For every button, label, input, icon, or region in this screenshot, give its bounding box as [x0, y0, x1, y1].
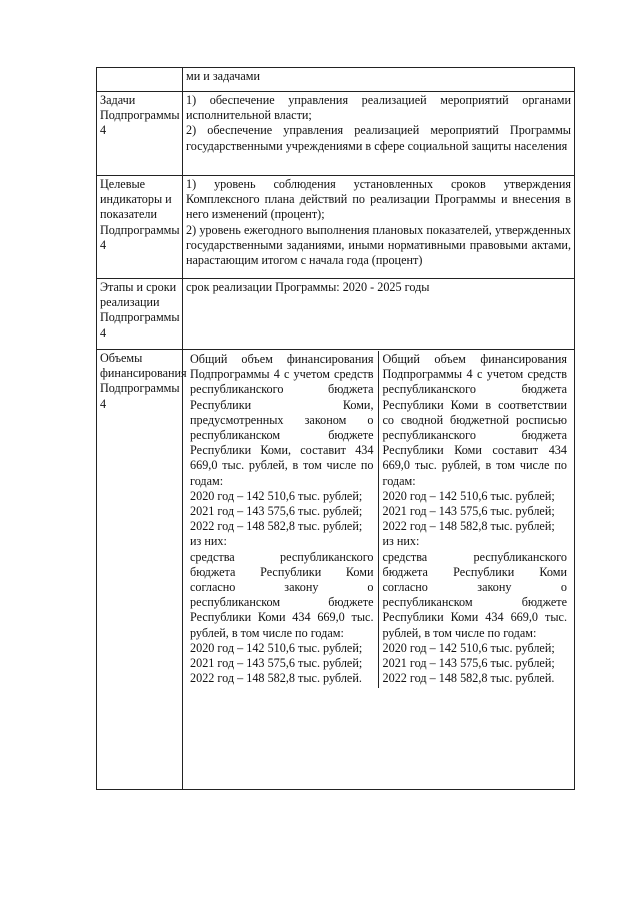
row-label: Задачи Подпрограммы 4 — [97, 92, 183, 176]
row-label: Этапы и сроки реализации Подпрограммы 4 — [97, 279, 183, 350]
table-row — [97, 68, 575, 92]
table-row — [97, 92, 575, 176]
finance-content — [183, 350, 575, 790]
finance-line: 2020 год – 142 510,6 тыс. рублей; — [382, 640, 555, 655]
finance-column-law — [186, 351, 379, 688]
row-content — [183, 68, 575, 92]
table-row — [97, 176, 575, 279]
finance-line: 2022 год – 148 582,8 тыс. рублей. — [190, 671, 362, 686]
content-line: 2) обеспечение управления реализацией мероприятий Программы государственными учреждениями в сфере социальной защиты населения — [186, 123, 571, 153]
content-line: 1) обеспечение управления реализацией мероприятий органами исполнительной власти; — [186, 93, 571, 123]
finance-line: 2020 год – 142 510,6 тыс. рублей; — [190, 488, 363, 503]
content-line: срок реализации Программы: 2020 - 2025 годы — [186, 280, 430, 294]
finance-line: из них: — [190, 534, 227, 549]
finance-line: Общий объем финансирования Подпрограммы 4 с учетом средств республиканского бюджета Республики Коми в соответствии со сводной бюджетной росписью республиканского бюджета Республики Коми составит 434 669,0 тыс. рублей, в том числе по годам: — [382, 352, 567, 488]
finance-line: Общий объем финансирования Подпрограммы 4 с учетом средств республиканского бюджета Республики Коми, предусмотренных законом о республиканском бюджете Республики Коми, составит 434 669,0 тыс. рублей, в том числе по годам: — [190, 352, 374, 488]
finance-line: 2020 год – 142 510,6 тыс. рублей; — [382, 488, 555, 503]
row-label: Целевые индикаторы и показатели Подпрограммы 4 — [97, 176, 183, 279]
row-content — [183, 92, 575, 176]
row-content — [183, 176, 575, 279]
finance-line: средства республиканского бюджета Республики Коми согласно закону о республиканском бюджете Республики Коми 434 669,0 тыс. рублей, в том числе по годам: — [190, 549, 374, 640]
finance-line: 2022 год – 148 582,8 тыс. рублей; — [382, 519, 555, 534]
table-row — [97, 279, 575, 350]
row-label — [97, 68, 183, 92]
finance-line: 2021 год – 143 575,6 тыс. рублей; — [190, 656, 363, 671]
content-line: 2) уровень ежегодного выполнения плановых показателей, утвержденных государственными заданиями, иными нормативными правовыми актами, нарастающим итогом с начала года (процент) — [186, 222, 571, 268]
content-line: 1) уровень соблюдения установленных сроков утверждения Комплексного плана действий по реализации Программы и внесения в него изменений (процент); — [186, 177, 571, 222]
content-line: ми и задачами — [186, 69, 260, 83]
table-row — [97, 350, 575, 790]
subprogram-passport-table — [96, 67, 575, 790]
finance-line: 2021 год – 143 575,6 тыс. рублей; — [382, 504, 555, 519]
row-label: Объемы финансирования Подпрограммы 4 — [97, 350, 183, 790]
finance-column-budget — [379, 351, 572, 688]
finance-line: 2021 год – 143 575,6 тыс. рублей; — [190, 504, 363, 519]
finance-line: из них: — [382, 534, 420, 549]
finance-line: 2022 год – 148 582,8 тыс. рублей; — [190, 519, 363, 534]
finance-line: средства республиканского бюджета Республики Коми согласно закону о республиканском бюджете Республики Коми 434 669,0 тыс. рублей, в том числе по годам: — [382, 549, 567, 640]
finance-line: 2020 год – 142 510,6 тыс. рублей; — [190, 640, 363, 655]
finance-line: 2021 год – 143 575,6 тыс. рублей; — [382, 656, 555, 671]
finance-line: 2022 год – 148 582,8 тыс. рублей. — [382, 671, 555, 686]
row-content — [183, 279, 575, 350]
